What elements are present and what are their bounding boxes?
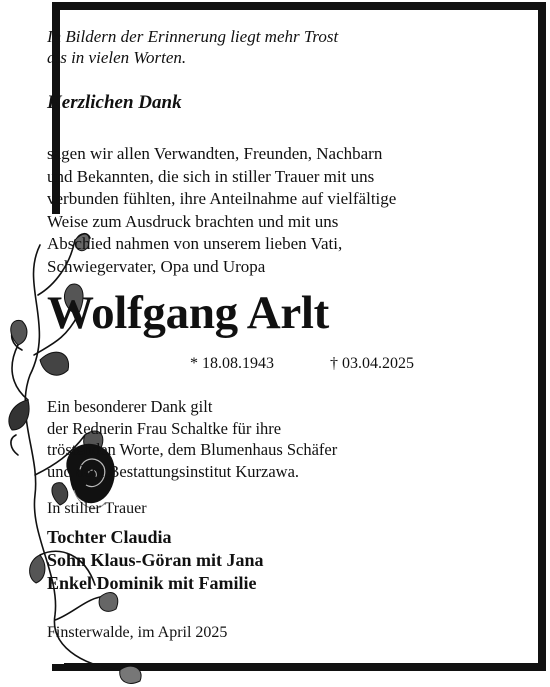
body-line: Abschied nahmen von unserem lieben Vati, <box>47 234 343 254</box>
thanks-body <box>47 143 550 279</box>
quote-line: als in vielen Worten. <box>47 48 187 67</box>
special-thanks <box>47 396 550 482</box>
family-member: Enkel Dominik mit Familie <box>47 573 257 593</box>
deceased-name: Wolfgang Arlt <box>47 287 330 339</box>
body-line: und Bekannten, die sich in stiller Trauer mit uns <box>47 166 375 186</box>
special-line: der Rednerin Frau Schaltke für ihre <box>47 418 282 438</box>
family-list <box>47 526 550 595</box>
family-member: Tochter Claudia <box>47 527 172 547</box>
body-line: Weise zum Ausdruck brachten und mit uns <box>47 211 339 231</box>
thanks-heading: Herzlichen Dank <box>47 92 182 113</box>
family-member: Sohn Klaus-Göran mit Jana <box>47 550 264 570</box>
body-line: Schwiegervater, Opa und Uropa <box>47 256 266 276</box>
memorial-quote <box>47 26 550 68</box>
special-line: tröstenden Worte, dem Blumenhaus Schäfer <box>47 440 338 459</box>
place-date: Finsterwalde, im April 2025 <box>47 624 228 641</box>
birth-date: * 18.08.1943 <box>190 355 274 372</box>
body-line: verbunden fühlten, ihre Anteilnahme auf vielfältige <box>47 189 397 209</box>
body-line: sagen wir allen Verwandten, Freunden, Nachbarn <box>47 144 383 163</box>
special-line: und dem Bestattungsinstitut Kurzawa. <box>47 461 300 481</box>
quote-line: In Bildern der Erinnerung liegt mehr Trost <box>47 27 339 46</box>
death-date: † 03.04.2025 <box>330 355 414 372</box>
special-line: Ein besonderer Dank gilt <box>47 397 213 416</box>
mourning-intro: In stiller Trauer <box>47 500 147 517</box>
